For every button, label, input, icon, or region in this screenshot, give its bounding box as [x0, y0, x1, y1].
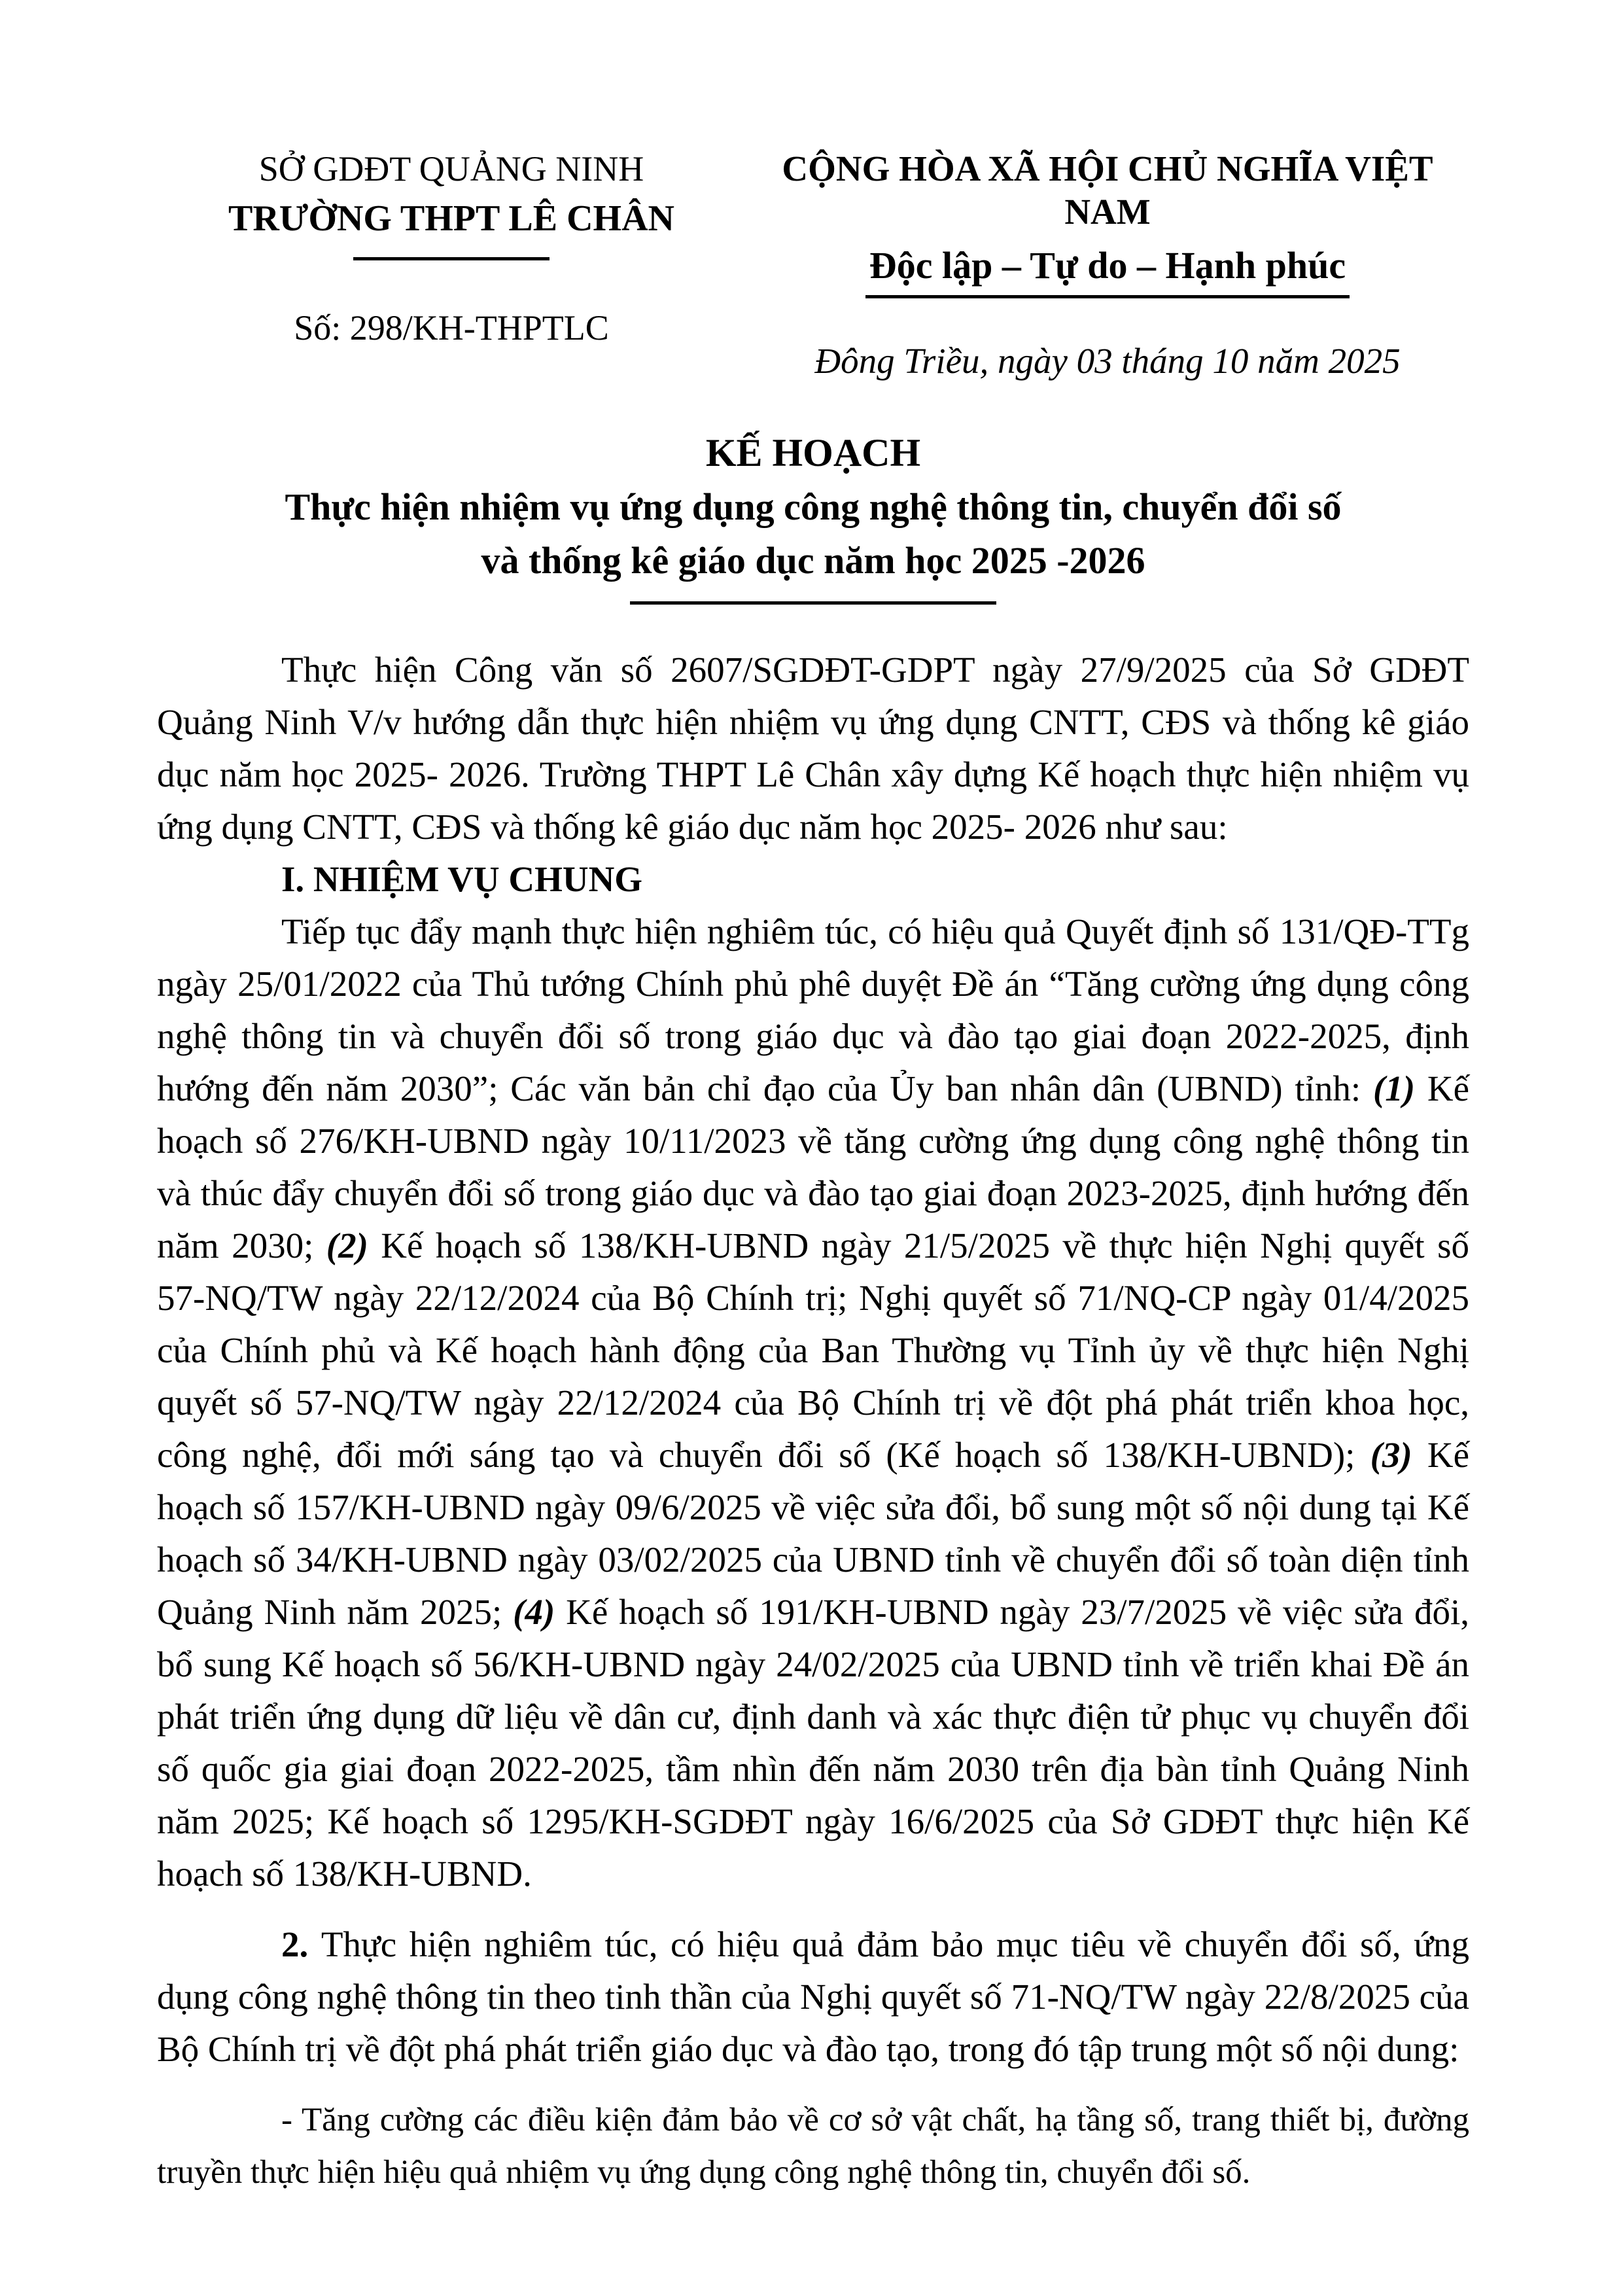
document-number: Số: 298/KH-THPTLC: [294, 308, 609, 347]
p2-segment-4: Kế hoạch số 157/KH-UBND ngày 09/6/2025 về việc sửa đổi, bổ sung một số nội dung tại Kế hoạch số 34/KH-UBND ngày 03/02/2025 của UBND tỉnh về chuyển đổi số toàn diện tỉnh Quảng Ninh năm 2025;: [157, 1435, 1469, 1632]
national-motto: Độc lập – Tự do – Hạnh phúc: [865, 243, 1350, 298]
section-heading-1: I. NHIỆM VỤ CHUNG: [281, 859, 643, 899]
document-subject-line2: và thống kê giáo dục năm học 2025 -2026: [481, 539, 1145, 582]
issuing-authority-underline: [353, 257, 550, 260]
national-title: CỘNG HÒA XÃ HỘI CHỦ NGHĨA VIỆT NAM: [782, 149, 1433, 232]
title-underline: [630, 601, 996, 605]
p2-marker-3: (3): [1370, 1435, 1427, 1475]
p2-segment-2: Kế hoạch số 276/KH-UBND ngày 10/11/2023 về tăng cường ứng dụng công nghệ thông tin và thúc đẩy chuyển đổi số trong giáo dục và đào tạo giai đoạn 2023-2025, định hướng đến năm 2030;: [157, 1069, 1470, 1265]
department-name: SỞ GDĐT QUẢNG NINH: [258, 149, 644, 188]
p2-marker-1: (1): [1372, 1069, 1427, 1108]
document-title-block: [157, 429, 1469, 605]
document-body: [157, 644, 1469, 2199]
p2-segment-5: Kế hoạch số 191/KH-UBND ngày 23/7/2025 về việc sửa đổi, bổ sung Kế hoạch số 56/KH-UBND ngày 24/02/2025 của UBND tỉnh về triển khai Đề án phát triển ứng dụng dữ liệu về dân cư, định danh và xác thực điện tử phục vụ chuyển đổi số quốc gia giai đoạn 2022-2025, tầm nhìn đến năm 2030 trên địa bàn tỉnh Quảng Ninh năm 2025; Kế hoạch số 1295/KH-SGDĐT ngày 16/6/2025 của Sở GDĐT thực hiện Kế hoạch số 138/KH-UBND.: [157, 1592, 1469, 1894]
place-date-line: Đông Triều, ngày 03 tháng 10 năm 2025: [814, 341, 1401, 381]
p3-text: Thực hiện nghiêm túc, có hiệu quả đảm bảo mục tiêu về chuyển đổi số, ứng dụng công nghệ thông tin theo tinh thần của Nghị quyết số 71-NQ/TW ngày 22/8/2025 của Bộ Chính trị về đột phá phát triển giáo dục và đào tạo, trong đó tập trung một số nội dung:: [157, 1924, 1469, 2069]
issuing-authority-block: [157, 147, 746, 381]
p2-segment-3: Kế hoạch số 138/KH-UBND ngày 21/5/2025 về thực hiện Nghị quyết số 57-NQ/TW ngày 22/12/2024 của Bộ Chính trị; Nghị quyết số 71/NQ-CP ngày 01/4/2025 của Chính phủ và Kế hoạch hành động của Ban Thường vụ Tỉnh ủy về thực hiện Nghị quyết số 57-NQ/TW ngày 22/12/2024 của Bộ Chính trị về đột phá phát triển khoa học, công nghệ, đổi mới sáng tạo và chuyển đổi số (Kế hoạch số 138/KH-UBND);: [157, 1226, 1469, 1475]
paragraph-dash-item: - Tăng cường các điều kiện đảm bảo về cơ sở vật chất, hạ tầng số, trang thiết bị, đường truyền thực hiện hiệu quả nhiệm vụ ứng dụng công nghệ thông tin, chuyển đổi số.: [157, 2102, 1469, 2191]
paragraph-item-2: [157, 1918, 1469, 2075]
document-type-title: KẾ HOẠCH: [705, 431, 921, 474]
national-heading-block: [746, 147, 1469, 381]
p2-marker-4: (4): [513, 1592, 567, 1632]
school-name: TRƯỜNG THPT LÊ CHÂN: [228, 198, 674, 239]
document-subject-line1: Thực hiện nhiệm vụ ứng dụng công nghệ thông tin, chuyển đổi số: [285, 486, 1342, 528]
document-header: [157, 147, 1469, 381]
p2-segment-1: Tiếp tục đẩy mạnh thực hiện nghiêm túc, có hiệu quả Quyết định số 131/QĐ-TTg ngày 25/01/2022 của Thủ tướng Chính phủ phê duyệt Đề án “Tăng cường ứng dụng công nghệ thông tin và chuyển đổi số trong giáo dục và đào tạo giai đoạn 2022-2025, định hướng đến năm 2030”; Các văn bản chỉ đạo của Ủy ban nhân dân (UBND) tỉnh:: [157, 911, 1469, 1108]
p2-marker-2: (2): [326, 1226, 381, 1265]
paragraph-intro: Thực hiện Công văn số 2607/SGDĐT-GDPT ngày 27/9/2025 của Sở GDĐT Quảng Ninh V/v hướng dẫn thực hiện nhiệm vụ ứng dụng CNTT, CĐS và thống kê giáo dục năm học 2025- 2026. Trường THPT Lê Chân xây dựng Kế hoạch thực hiện nhiệm vụ ứng dụng CNTT, CĐS và thống kê giáo dục năm học 2025- 2026 như sau:: [157, 650, 1469, 847]
p3-number-marker: 2.: [281, 1924, 321, 1964]
paragraph-general-tasks: [157, 906, 1469, 1900]
motto-row: [746, 234, 1469, 298]
